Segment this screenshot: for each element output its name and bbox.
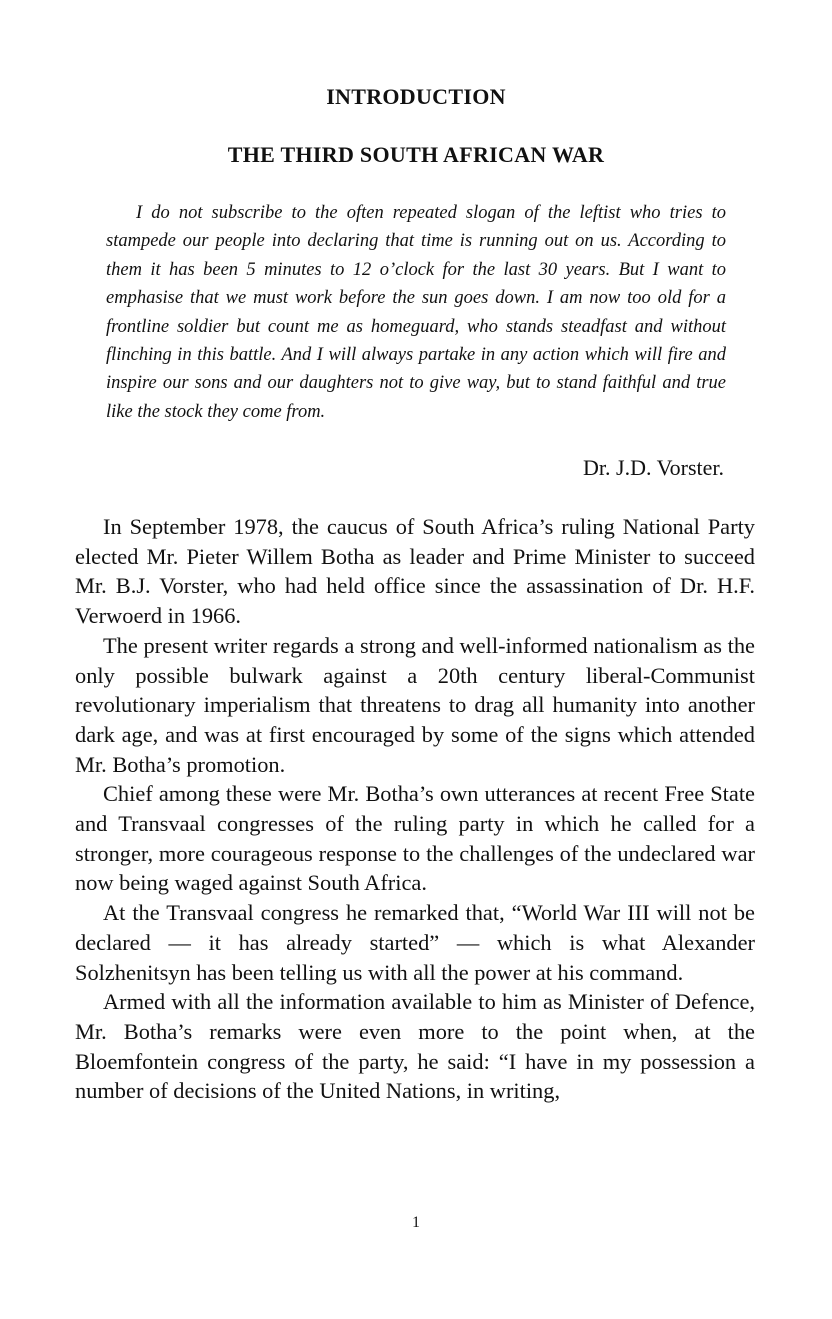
paragraph: Armed with all the information available to him as Minister of Defence, Mr. Botha’s remarks were even more to the point when, at the Bloemfontein congress of the party, he said: “I have in my possession a number of decisions of the United Nations, in writing,: [75, 989, 755, 1104]
section-heading: INTRODUCTION: [326, 84, 506, 109]
epigraph: [106, 199, 726, 426]
epigraph-quote: I do not subscribe to the often repeated slogan of the leftist who tries to stampede our people into declaring that time is running out on us. According to them it has been 5 minutes to 12 o’clock for the last 30 years. But I want to emphasise that we must work before the sun goes down. I am now too old for a frontline soldier but count me as homeguard, who stands steadfast and without flinching in this battle. And I will always partake in any action which will fire and inspire our sons and our daughters not to give way, but to stand faithful and true like the stock they come from.: [106, 203, 726, 422]
paragraph: At the Transvaal congress he remarked that, “World War III will not be declared — it has already started” — which is what Alexander Solzhenitsyn has been telling us with all the power at his command.: [75, 900, 755, 985]
body-text: [75, 512, 755, 1106]
chapter-title: THE THIRD SOUTH AFRICAN WAR: [227, 142, 605, 167]
epigraph-attribution: Dr. J.D. Vorster.: [583, 455, 724, 480]
page-number: 1: [412, 1214, 420, 1231]
paragraph: The present writer regards a strong and well-informed nationalism as the only possible bulwark against a 20th century liberal-Communist revolutionary imperialism that threatens to drag all humanity into another dark age, and was at first encouraged by some of the signs which attended Mr. Botha’s promotion.: [75, 632, 755, 777]
paragraph: In September 1978, the caucus of South Africa’s ruling National Party elected Mr. Pieter Willem Botha as leader and Prime Minister to succeed Mr. B.J. Vorster, who had held office since the assassination of Dr. H.F. Verwoerd in 1966.: [75, 514, 755, 629]
paragraph: Chief among these were Mr. Botha’s own utterances at recent Free State and Transvaal congresses of the ruling party in which he called for a stronger, more courageous response to the challenges of the undeclared war now being waged against South Africa.: [75, 781, 755, 896]
